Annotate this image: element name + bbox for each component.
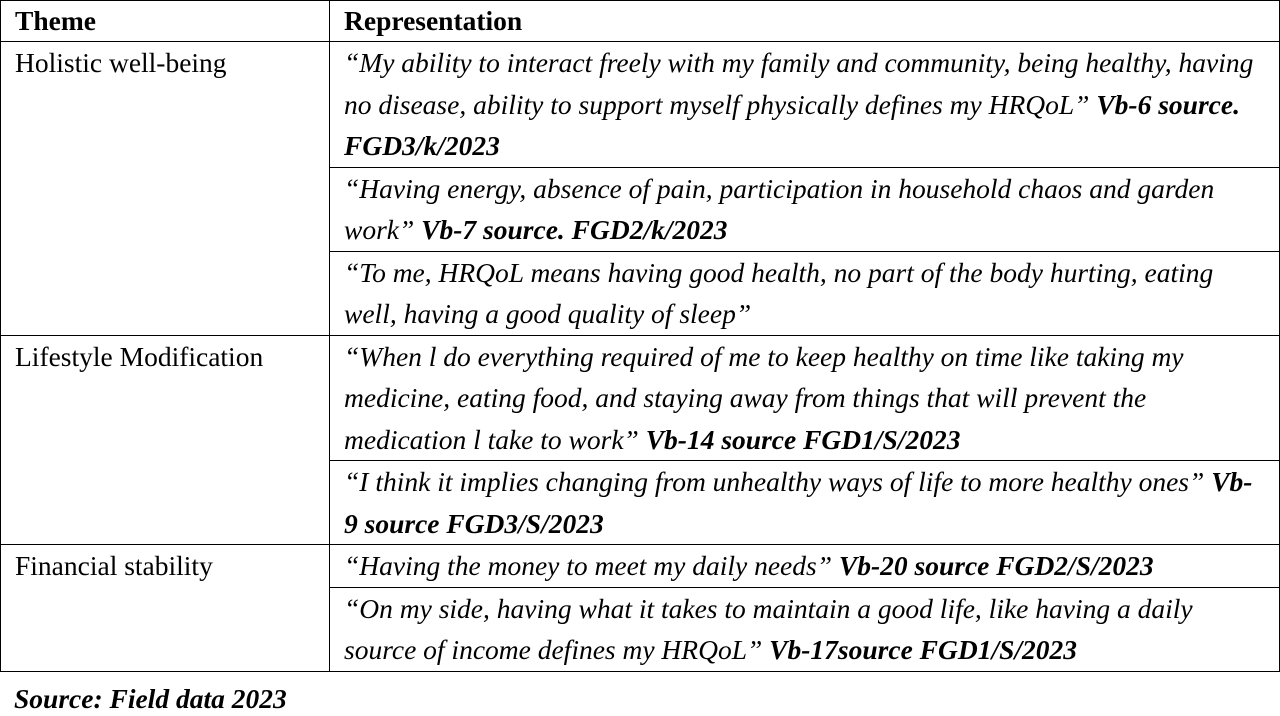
- header-row: [1, 1, 1280, 42]
- representation-cell: [330, 42, 1280, 168]
- representation-cell: [330, 461, 1280, 545]
- quote-text: “Having the money to meet my daily needs”: [344, 550, 833, 581]
- representation-cell: [330, 167, 1280, 251]
- quote-text: “My ability to interact freely with my family and community, being healthy, having no disease, ability to support myself physically defines my HRQoL”: [344, 47, 1254, 120]
- quote-source: Vb-20 source FGD2/S/2023: [838, 550, 1154, 581]
- quote-source: Vb-9 source FGD3/S/2023: [344, 466, 1253, 539]
- theme-cell-holistic-well-being: Holistic well-being: [1, 42, 330, 336]
- quote-source: Vb-6 source. FGD3/k/2023: [344, 88, 1240, 161]
- representation-cell: [330, 335, 1280, 461]
- representation-cell: [330, 587, 1280, 671]
- header-theme: Theme: [1, 1, 330, 42]
- quote-source: Vb-7 source. FGD2/k/2023: [421, 214, 728, 245]
- theme-cell-lifestyle-modification: Lifestyle Modification: [1, 335, 330, 545]
- header-representation: Representation: [330, 1, 1280, 42]
- quote-text: “To me, HRQoL means having good health, no part of the body hurting, eating well, having a good quality of sleep”: [344, 256, 1214, 329]
- table-row: [1, 545, 1280, 588]
- quote-source: Vb-14 source FGD1/S/2023: [645, 423, 961, 455]
- theme-cell-financial-stability: Financial stability: [1, 545, 330, 672]
- table-row: [1, 335, 1280, 461]
- quote-text: “On my side, having what it takes to maintain a good life, like having a daily source of income defines my HRQoL”: [344, 592, 1193, 665]
- quote-text: “When l do everything required of me to keep healthy on time like taking my medicine, eating food, and staying away from things that will prevent the medication l take to work”: [344, 340, 1184, 455]
- quote-text: “Having energy, absence of pain, participation in household chaos and garden work”: [344, 172, 1215, 245]
- table-row: [1, 42, 1280, 168]
- quote-source: Vb-17source FGD1/S/2023: [769, 634, 1078, 665]
- representation-cell: [330, 251, 1280, 335]
- quote-text: “I think it implies changing from unhealthy ways of life to more healthy ones”: [344, 466, 1205, 497]
- representation-cell: [330, 545, 1280, 588]
- source-note: Source: Field data 2023: [14, 683, 287, 714]
